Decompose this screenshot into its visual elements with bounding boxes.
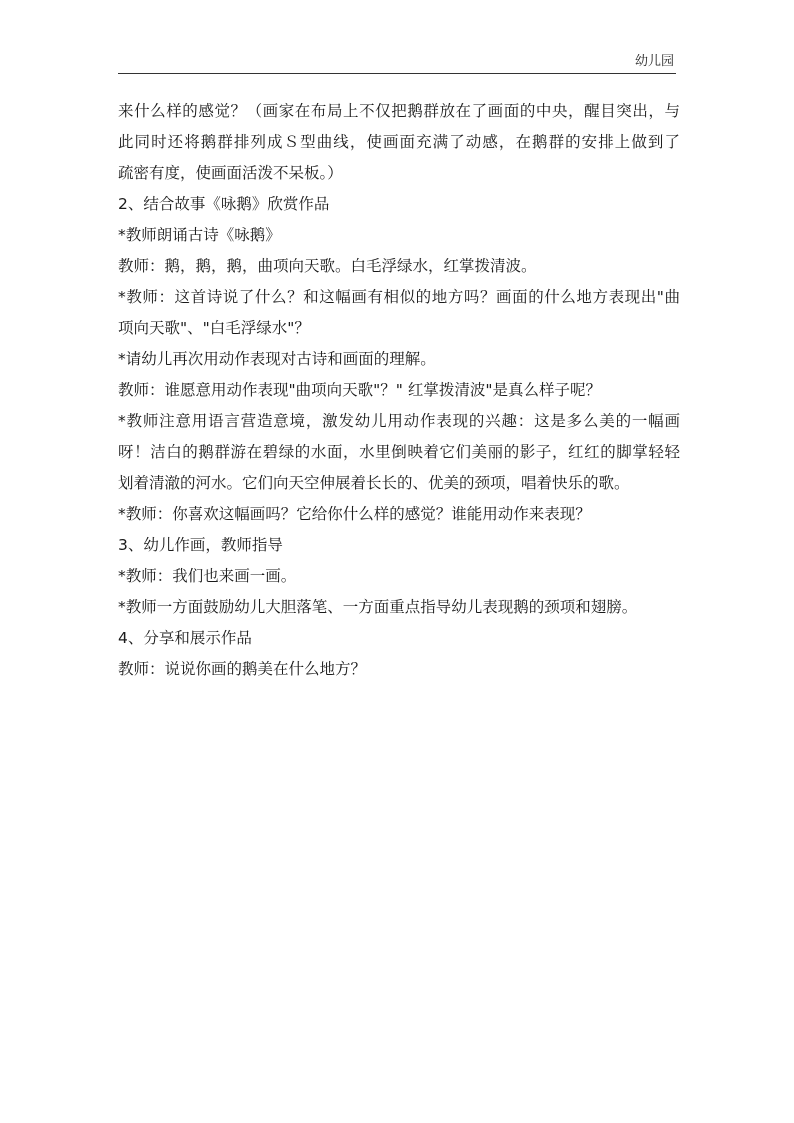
text-line: *教师：我们也来画一画。 (118, 567, 297, 585)
text-line: *教师注意用语言营造意境，激发幼儿用动作表现的兴趣：这是多么美的一幅画 (118, 412, 680, 430)
text-line: *请幼儿再次用动作表现对古诗和画面的理解。 (118, 350, 436, 368)
text-line: 呀！洁白的鹅群游在碧绿的水面，水里倒映着它们美丽的影子，红红的脚掌轻轻 (118, 443, 680, 461)
text-line: 疏密有度，使画面活泼不呆板。） (118, 164, 343, 182)
text-line: 教师：鹅，鹅，鹅，曲项向天歌。白毛浮绿水，红掌拨清波。 (118, 257, 537, 275)
section-heading: 3、幼儿作画，教师指导 (118, 536, 283, 554)
text-line: 教师：谁愿意用动作表现"曲项向天歌"？" 红掌拨清波"是真么样子呢？ (118, 381, 601, 399)
text-line: *教师：你喜欢这幅画吗？它给你什么样的感觉？谁能用动作来表现？ (118, 505, 591, 523)
text-line: 此同时还将鹅群排列成Ｓ型曲线，使画面充满了动感，在鹅群的安排上做到了 (118, 133, 680, 151)
document-body (118, 96, 680, 685)
header-label: 幼儿园 (634, 54, 674, 69)
text-line: *教师：这首诗说了什么？和这幅画有相似的地方吗？画面的什么地方表现出"曲 (118, 288, 680, 306)
text-line: 划着清澈的河水。它们向天空伸展着长长的、优美的颈项，唱着快乐的歌。 (118, 474, 630, 492)
page-header (118, 50, 676, 74)
text-line: *教师朗诵古诗《咏鹅》 (118, 226, 281, 244)
section-heading: 2、结合故事《咏鹅》欣赏作品 (118, 195, 330, 213)
text-line: 来什么样的感觉？（画家在布局上不仅把鹅群放在了画面的中央，醒目突出，与 (118, 102, 680, 120)
text-line: *教师一方面鼓励幼儿大胆落笔、一方面重点指导幼儿表现鹅的颈项和翅膀。 (118, 598, 638, 616)
section-heading: 4、分享和展示作品 (118, 629, 252, 647)
text-line: 项向天歌"、"白毛浮绿水"？ (118, 319, 310, 337)
text-line: 教师：说说你画的鹅美在什么地方？ (118, 660, 367, 678)
